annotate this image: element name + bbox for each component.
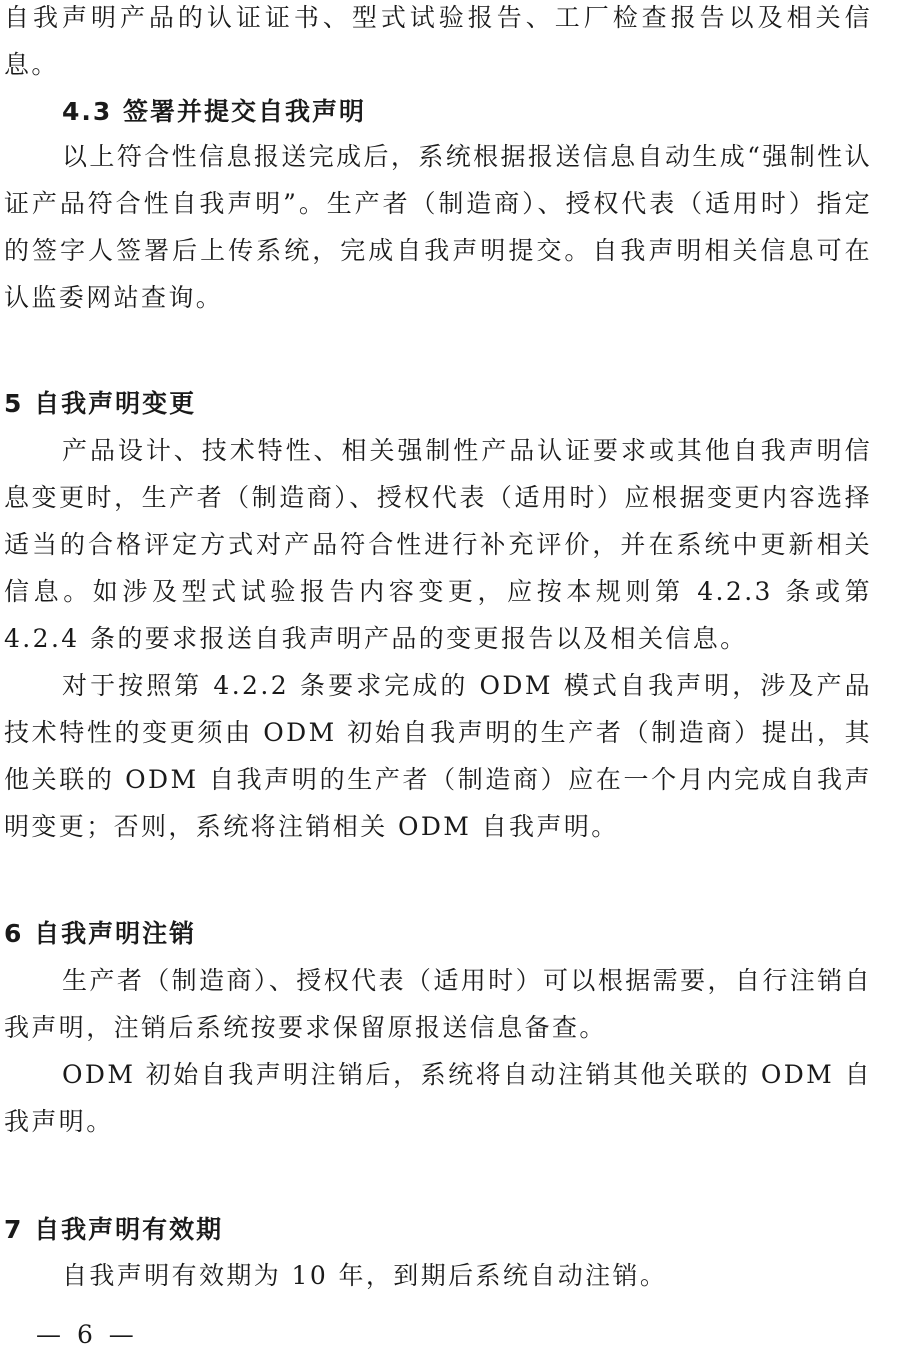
continued-paragraph: 自我声明产品的认证证书、型式试验报告、工厂检查报告以及相关信息。 [4,3,872,79]
section-5-paragraph-2: 对于按照第 4.2.2 条要求完成的 ODM 模式自我声明，涉及产品技术特性的变更须由 ODM 初始自我声明的生产者（制造商）提出，其他关联的 ODM 自我声明的生产者（制造商）应在一个月内完成自我声明变更；否则，系统将注销相关 ODM 自我声明。 [4,671,872,841]
section-6-paragraph-2: ODM 初始自我声明注销后，系统将自动注销其他关联的 ODM 自我声明。 [4,1060,872,1136]
section-4-3-body: 以上符合性信息报送完成后，系统根据报送信息自动生成“强制性认证产品符合性自我声明”。生产者（制造商）、授权代表（适用时）指定的签字人签署后上传系统，完成自我声明提交。自我声明相关信息可在认监委网站查询。 [4,142,872,312]
section-7-body: 自我声明有效期为 10 年，到期后系统自动注销。 [62,1261,668,1290]
section-6-paragraph-1: 生产者（制造商）、授权代表（适用时）可以根据需要，自行注销自我声明，注销后系统按要求保留原报送信息备查。 [4,966,872,1042]
section-heading-6: 6 自我声明注销 [4,919,197,948]
section-heading-4-3: 4.3 签署并提交自我声明 [62,97,366,126]
section-heading-5: 5 自我声明变更 [4,389,197,418]
section-heading-7: 7 自我声明有效期 [4,1215,224,1244]
page-number: — 6 — [36,1320,138,1349]
section-5-paragraph-1: 产品设计、技术特性、相关强制性产品认证要求或其他自我声明信息变更时，生产者（制造商）、授权代表（适用时）应根据变更内容选择适当的合格评定方式对产品符合性进行补充评价，并在系统中更新相关信息。如涉及型式试验报告内容变更，应按本规则第 4.2.3 条或第 4.2.4 条的要求报送自我声明产品的变更报告以及相关信息。 [4,436,872,653]
